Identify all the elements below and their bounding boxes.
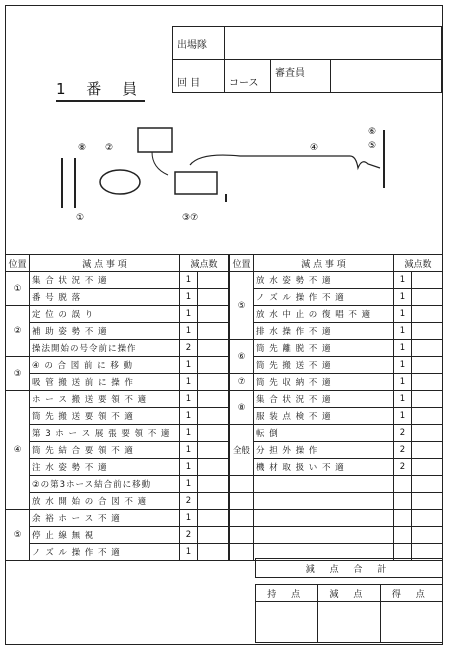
position-cell: ②: [6, 306, 30, 357]
points-cell: 2: [394, 442, 412, 459]
label-1: ①: [76, 213, 85, 223]
item-cell: 補 助 姿 勢 不 適: [30, 323, 180, 340]
position-cell: ⑤: [230, 272, 254, 340]
position-cell: ③: [6, 357, 30, 391]
col-position: 位置: [230, 255, 254, 272]
table-row: [6, 459, 229, 476]
item-cell: 服 装 点 検 不 適: [254, 408, 394, 425]
mark-cell[interactable]: [412, 323, 443, 340]
label-6: ⑥: [368, 127, 377, 137]
table-row: [6, 323, 229, 340]
mark-cell[interactable]: [412, 391, 443, 408]
points-cell: 1: [394, 408, 412, 425]
item-cell: 筒 先 結 合 要 領 不 適: [30, 442, 180, 459]
table-row: [230, 408, 443, 425]
mark-cell[interactable]: [198, 459, 229, 476]
item-cell: ④ の 合 図 前 に 移 動: [30, 357, 180, 374]
table-row: [230, 340, 443, 357]
mark-cell[interactable]: [412, 459, 443, 476]
header-box: [172, 26, 442, 93]
mark-cell[interactable]: [198, 340, 229, 357]
empty-row: [230, 493, 443, 510]
table-row: [6, 510, 229, 527]
table-row: [6, 340, 229, 357]
table-row: [230, 323, 443, 340]
item-cell: ノ ズ ル 操 作 不 適: [254, 289, 394, 306]
mark-cell[interactable]: [198, 527, 229, 544]
mark-cell[interactable]: [198, 306, 229, 323]
points-cell: 1: [180, 510, 198, 527]
mark-cell[interactable]: [198, 391, 229, 408]
points-cell: 1: [180, 459, 198, 476]
mark-cell[interactable]: [412, 442, 443, 459]
item-cell: 筒 先 離 脱 不 適: [254, 340, 394, 357]
item-cell: 余 裕 ホ ー ス 不 適: [30, 510, 180, 527]
points-cell: 1: [180, 544, 198, 561]
table-row: [230, 357, 443, 374]
col-position: 位置: [6, 255, 30, 272]
mark-cell[interactable]: [198, 510, 229, 527]
mark-cell[interactable]: [198, 476, 229, 493]
label-4: ④: [310, 143, 319, 153]
table-row: [6, 289, 229, 306]
points-cell: 1: [180, 442, 198, 459]
position-cell: ①: [6, 272, 30, 306]
table-row: [6, 442, 229, 459]
item-cell: 筒 先 収 納 不 適: [254, 374, 394, 391]
item-cell: 第 3 ホ ー ス 展 張 要 領 不 適: [30, 425, 180, 442]
table-row: [230, 272, 443, 289]
label-8: ⑧: [78, 143, 87, 153]
table-row: [6, 408, 229, 425]
points-cell: 1: [180, 476, 198, 493]
label-3-7: ③⑦: [182, 213, 199, 223]
item-cell: 筒 先 搬 送 要 領 不 適: [30, 408, 180, 425]
table-row: [230, 459, 443, 476]
table-row: [6, 425, 229, 442]
final-score-label: 得 点: [391, 589, 431, 600]
item-cell: ノ ズ ル 操 作 不 適: [30, 544, 180, 561]
table-row: [6, 544, 229, 561]
table-row: [230, 442, 443, 459]
points-cell: 1: [394, 374, 412, 391]
possessed-points-label: 持 点: [256, 585, 318, 601]
table-row: [6, 391, 229, 408]
total-deduction-label: 減 点 合 計: [255, 558, 443, 578]
table-row: [6, 357, 229, 374]
mark-cell[interactable]: [412, 340, 443, 357]
right-deduction-table: [229, 254, 443, 561]
unit-field[interactable]: [225, 27, 441, 59]
position-cell: ④: [6, 391, 30, 510]
empty-row: [230, 476, 443, 493]
item-cell: 操法開始の号令前に操作: [30, 340, 180, 357]
examiner-label: 審査員: [271, 60, 331, 92]
mark-cell[interactable]: [412, 289, 443, 306]
label-5: ⑤: [368, 141, 377, 151]
item-cell: ②の第3ホース結合前に移動: [30, 476, 180, 493]
item-cell: 放 水 中 止 の 復 唱 不 適: [254, 306, 394, 323]
position-cell: ⑧: [230, 391, 254, 425]
table-row: [230, 425, 443, 442]
mark-cell[interactable]: [198, 442, 229, 459]
mark-cell[interactable]: [412, 408, 443, 425]
suction-hose: [152, 152, 168, 175]
possessed-points-field[interactable]: [256, 602, 318, 642]
item-cell: 注 水 姿 勢 不 適: [30, 459, 180, 476]
points-cell: 1: [180, 391, 198, 408]
mark-cell[interactable]: [412, 374, 443, 391]
table-row: [230, 374, 443, 391]
mark-cell[interactable]: [412, 272, 443, 289]
deducted-points-label: 減 点: [318, 585, 380, 601]
unit-label: 出場隊: [173, 27, 225, 59]
empty-row: [230, 527, 443, 544]
left-deduction-table: [5, 254, 229, 561]
points-cell: 1: [180, 323, 198, 340]
points-cell: 2: [180, 527, 198, 544]
item-cell: 集 合 状 況 不 適: [254, 391, 394, 408]
label-2: ②: [105, 143, 114, 153]
points-cell: 2: [180, 340, 198, 357]
item-cell: 機 材 取 扱 い 不 適: [254, 459, 394, 476]
col-items: 減 点 事 項: [254, 255, 394, 272]
points-cell: 2: [394, 459, 412, 476]
hose-coil-icon: [100, 170, 140, 194]
table-row: [6, 272, 229, 289]
position-cell: ⑥: [230, 340, 254, 374]
position-cell: ⑤: [6, 510, 30, 561]
hose-line: [190, 155, 380, 168]
mark-cell[interactable]: [198, 357, 229, 374]
pump-icon: [175, 172, 217, 194]
item-cell: 番 号 脱 落: [30, 289, 180, 306]
table-row: [6, 476, 229, 493]
final-score-field[interactable]: [381, 602, 442, 642]
item-cell: 放 水 姿 勢 不 適: [254, 272, 394, 289]
mark-cell[interactable]: [198, 323, 229, 340]
page-title: 1 番 員: [56, 78, 145, 102]
mark-cell[interactable]: [198, 272, 229, 289]
deducted-points-field[interactable]: [318, 602, 380, 642]
points-cell: 1: [180, 425, 198, 442]
item-cell: ホ ー ス 搬 送 要 領 不 適: [30, 391, 180, 408]
mark-cell[interactable]: [198, 544, 229, 561]
item-cell: 分 担 外 操 作: [254, 442, 394, 459]
table-row: [230, 289, 443, 306]
round-label: 回 目: [173, 60, 225, 92]
empty-row: [230, 510, 443, 527]
examiner-field[interactable]: [331, 60, 441, 92]
points-cell: 1: [394, 391, 412, 408]
mark-cell[interactable]: [412, 306, 443, 323]
tank-box: [138, 128, 172, 152]
points-cell: 2: [394, 425, 412, 442]
position-cell: ⑦: [230, 374, 254, 391]
table-row: [6, 527, 229, 544]
course-label: コース: [225, 60, 271, 92]
item-cell: 放 水 開 始 の 合 図 不 適: [30, 493, 180, 510]
item-cell: 吸 管 搬 送 前 に 操 作: [30, 374, 180, 391]
item-cell: 転 倒: [254, 425, 394, 442]
position-cell: 全般: [230, 425, 254, 476]
table-row: [6, 493, 229, 510]
table-row: [230, 306, 443, 323]
mark-cell[interactable]: [198, 289, 229, 306]
mark-cell[interactable]: [198, 408, 229, 425]
points-cell: 1: [180, 357, 198, 374]
mark-cell[interactable]: [412, 357, 443, 374]
item-cell: 筒 先 搬 送 不 適: [254, 357, 394, 374]
col-points: 減点数: [394, 255, 443, 272]
mark-cell[interactable]: [198, 493, 229, 510]
points-cell: 1: [394, 272, 412, 289]
points-cell: 1: [180, 289, 198, 306]
table-row: [6, 306, 229, 323]
table-row: [6, 374, 229, 391]
points-cell: 1: [394, 357, 412, 374]
points-cell: 1: [394, 289, 412, 306]
mark-cell[interactable]: [412, 425, 443, 442]
points-cell: 1: [180, 408, 198, 425]
col-points: 減点数: [180, 255, 229, 272]
col-items: 減 点 事 項: [30, 255, 180, 272]
points-cell: 1: [180, 306, 198, 323]
points-cell: 2: [180, 493, 198, 510]
mark-cell[interactable]: [198, 374, 229, 391]
points-cell: 1: [180, 374, 198, 391]
mark-cell[interactable]: [198, 425, 229, 442]
points-cell: 1: [394, 323, 412, 340]
item-cell: 集 合 状 況 不 適: [30, 272, 180, 289]
item-cell: 定 位 の 誤 り: [30, 306, 180, 323]
item-cell: 停 止 線 無 視: [30, 527, 180, 544]
layout-diagram: [50, 120, 400, 230]
points-cell: 1: [394, 306, 412, 323]
points-cell: 1: [394, 340, 412, 357]
points-cell: 1: [180, 272, 198, 289]
table-row: [230, 391, 443, 408]
score-box: [255, 584, 443, 643]
item-cell: 排 水 操 作 不 適: [254, 323, 394, 340]
